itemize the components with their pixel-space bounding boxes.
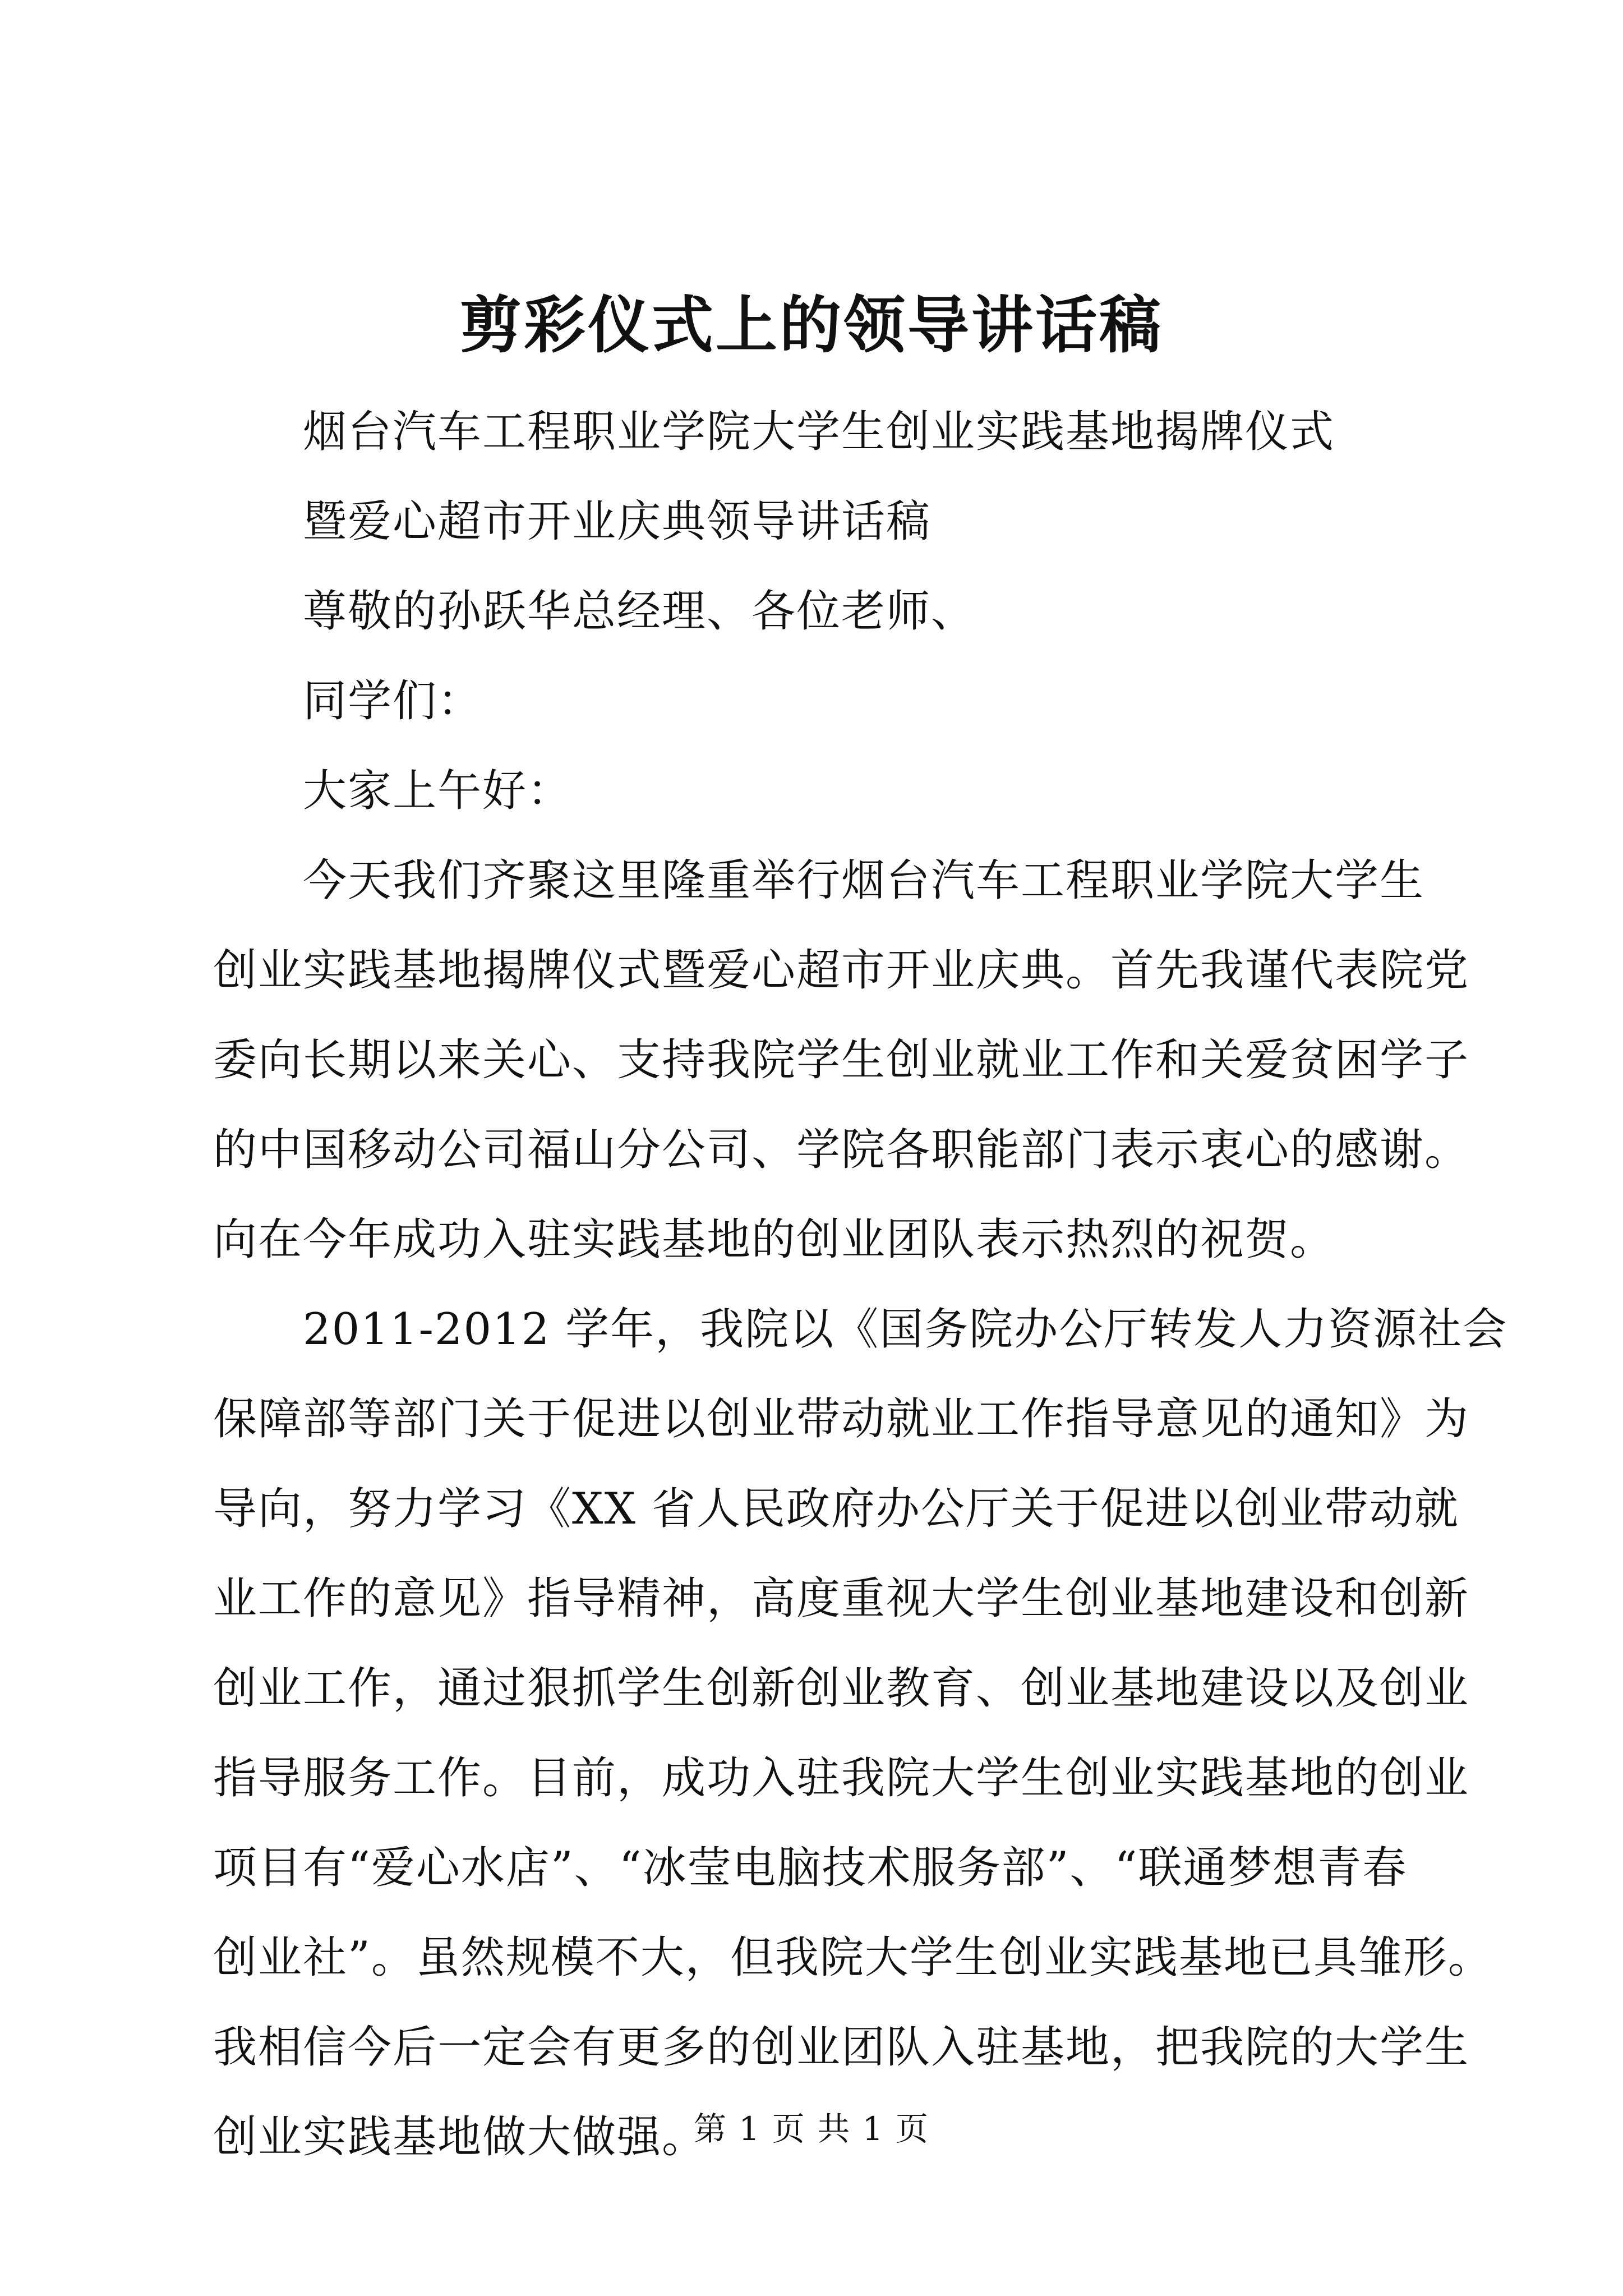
- body-line: 烟台汽车工程职业学院大学生创业实践基地揭牌仪式: [303, 407, 1335, 457]
- body-line: 我相信今后一定会有更多的创业团队入驻基地，把我院的大学生: [213, 2022, 1470, 2073]
- body-line: 尊敬的孙跃华总经理、各位老师、: [303, 586, 976, 637]
- body-line: 创业社”。虽然规模不大，但我院大学生创业实践基地已具雏形。: [213, 1932, 1493, 1983]
- body-line: 委向长期以来关心、支持我院学生创业就业工作和关爱贫困学子: [213, 1035, 1470, 1085]
- body-line: 暨爱心超市开业庆典领导讲话稿: [303, 496, 932, 547]
- body-line: 今天我们齐聚这里隆重举行烟台汽车工程职业学院大学生: [303, 855, 1425, 906]
- body-line: 创业实践基地揭牌仪式暨爱心超市开业庆典。首先我谨代表院党: [213, 945, 1470, 996]
- body-line: 创业实践基地做大做强。: [213, 2112, 707, 2162]
- document-title: 剪彩仪式上的领导讲话稿: [460, 289, 1163, 361]
- body-line: 的中国移动公司福山分公司、学院各职能部门表示衷心的感谢。: [213, 1125, 1470, 1175]
- page-number-footer: 第 1 页 共 1 页: [694, 2110, 929, 2148]
- body-line: 大家上午好：: [303, 766, 573, 816]
- document-body: [213, 387, 1508, 2182]
- body-line: 同学们：: [303, 676, 483, 726]
- body-line: 向在今年成功入驻实践基地的创业团队表示热烈的祝贺。: [213, 1214, 1335, 1265]
- body-line: 创业工作，通过狠抓学生创新创业教育、创业基地建设以及创业: [213, 1663, 1470, 1714]
- body-line: 项目有“爱心水店”、“冰莹电脑技术服务部”、“联通梦想青春: [213, 1843, 1408, 1893]
- body-line: 导向，努力学习《XX 省人民政府办公厅关于促进以创业带动就: [213, 1484, 1459, 1534]
- body-line: 2011-2012 学年，我院以《国务院办公厅转发人力资源社会: [303, 1304, 1508, 1355]
- body-line: 业工作的意见》指导精神，高度重视大学生创业基地建设和创新: [213, 1573, 1470, 1624]
- body-line: 指导服务工作。目前，成功入驻我院大学生创业实践基地的创业: [213, 1753, 1470, 1803]
- body-line: 保障部等部门关于促进以创业带动就业工作指导意见的通知》为: [213, 1394, 1470, 1444]
